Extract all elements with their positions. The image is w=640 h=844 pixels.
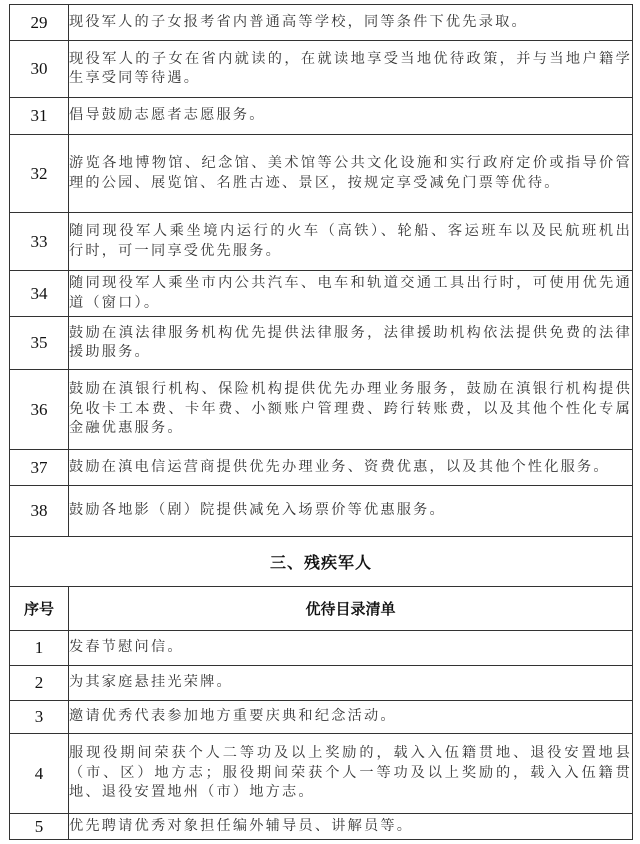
row-text: 随同现役军人乘坐境内运行的火车（高铁）、轮船、客运班车以及民航班机出行时，可一同享受优先服务。	[69, 213, 633, 271]
row-text: 邀请优秀代表参加地方重要庆典和纪念活动。	[69, 701, 633, 734]
row-number: 34	[10, 271, 69, 317]
row-number: 5	[10, 814, 69, 840]
row-text: 鼓励在滇电信运营商提供优先办理业务、资费优惠，以及其他个性化服务。	[69, 450, 633, 486]
table-row	[10, 317, 633, 370]
table-row	[10, 814, 633, 840]
row-text: 优先聘请优秀对象担任编外辅导员、讲解员等。	[69, 814, 633, 840]
row-text: 鼓励在滇法律服务机构优先提供法律服务，法律援助机构依法提供免费的法律援助服务。	[69, 317, 633, 370]
row-number: 36	[10, 370, 69, 450]
benefits-table	[9, 4, 633, 840]
row-number: 3	[10, 701, 69, 734]
table-row	[10, 213, 633, 271]
row-number: 37	[10, 450, 69, 486]
table-row	[10, 271, 633, 317]
table-row	[10, 135, 633, 213]
row-number: 31	[10, 98, 69, 135]
section-title-row	[10, 537, 633, 587]
row-text: 为其家庭悬挂光荣牌。	[69, 666, 633, 701]
row-number: 4	[10, 734, 69, 814]
row-number: 38	[10, 486, 69, 537]
row-text: 现役军人的子女报考省内普通高等学校，同等条件下优先录取。	[69, 5, 633, 41]
row-number: 30	[10, 41, 69, 98]
row-text: 倡导鼓励志愿者志愿服务。	[69, 98, 633, 135]
row-number: 29	[10, 5, 69, 41]
table-row	[10, 631, 633, 666]
table-row	[10, 666, 633, 701]
row-number: 33	[10, 213, 69, 271]
table-row	[10, 370, 633, 450]
section-title: 三、残疾军人	[10, 537, 633, 587]
row-text: 服现役期间荣获个人二等功及以上奖励的，载入入伍籍贯地、退役安置地县（市、区）地方志；服役期间荣获个人一等功及以上奖励的，载入入伍籍贯地、退役安置地州（市）地方志。	[69, 734, 633, 814]
column-header-list: 优待目录清单	[69, 587, 633, 631]
row-text: 随同现役军人乘坐市内公共汽车、电车和轨道交通工具出行时，可使用优先通道（窗口）。	[69, 271, 633, 317]
table-row	[10, 98, 633, 135]
row-text: 游览各地博物馆、纪念馆、美术馆等公共文化设施和实行政府定价或指导价管理的公园、展览馆、名胜古迹、景区，按规定享受减免门票等优待。	[69, 135, 633, 213]
column-header-number: 序号	[10, 587, 69, 631]
row-number: 1	[10, 631, 69, 666]
row-text: 发春节慰问信。	[69, 631, 633, 666]
table-row	[10, 5, 633, 41]
row-number: 2	[10, 666, 69, 701]
row-text: 鼓励各地影（剧）院提供减免入场票价等优惠服务。	[69, 486, 633, 537]
table-row	[10, 486, 633, 537]
table-row	[10, 450, 633, 486]
header-row	[10, 587, 633, 631]
table-row	[10, 734, 633, 814]
table-row	[10, 701, 633, 734]
table-row	[10, 41, 633, 98]
row-number: 32	[10, 135, 69, 213]
row-text: 鼓励在滇银行机构、保险机构提供优先办理业务服务，鼓励在滇银行机构提供免收卡工本费、卡年费、小额账户管理费、跨行转账费，以及其他个性化专属金融优惠服务。	[69, 370, 633, 450]
row-number: 35	[10, 317, 69, 370]
row-text: 现役军人的子女在省内就读的，在就读地享受当地优待政策，并与当地户籍学生享受同等待遇。	[69, 41, 633, 98]
